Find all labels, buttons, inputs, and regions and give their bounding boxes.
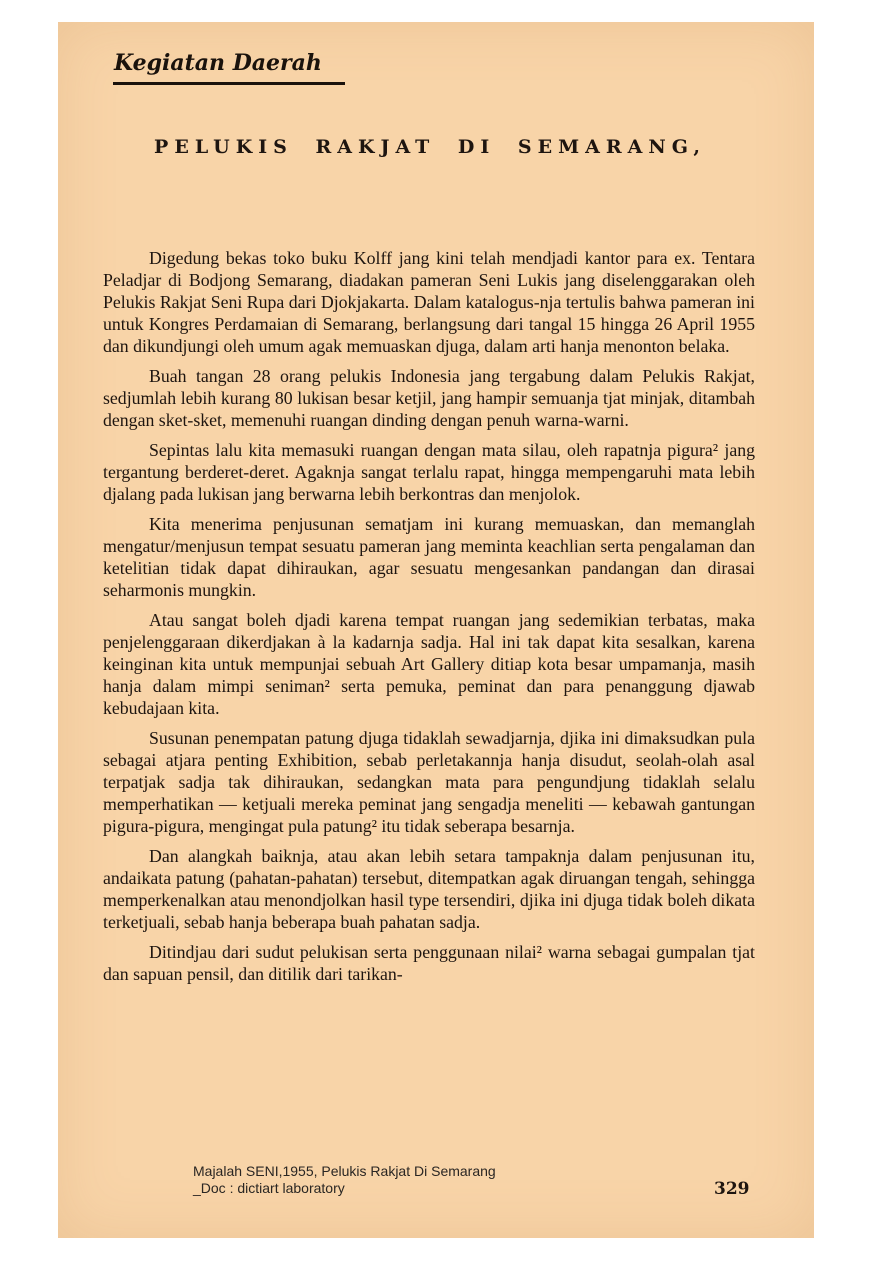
- page-number: 329: [714, 1179, 750, 1199]
- article-body: [103, 247, 755, 985]
- paragraph: Atau sangat boleh djadi karena tempat ruangan jang sedemikian terbatas, maka penjelenggaraan dikerdjakan à la kadarnja sadja. Hal ini tak dapat kita sesalkan, karena keinginan kita untuk mempunjai sebuah Art Gallery ditiap kota besar umpamanja, masih hanja dalam mimpi seniman² serta pemuka, peminat dan para penanggung djawab kebudajaan kita.: [103, 610, 755, 718]
- paragraph: Kita menerima penjusunan sematjam ini kurang memuaskan, dan memanglah mengatur/menjusun tempat sesuatu pameran jang meminta keachlian serta pengalaman dan ketelitian tidak dapat dihiraukan, agar sesuatu mengesankan pandangan dan dirasai seharmonis mungkin.: [103, 514, 755, 600]
- paragraph: Digedung bekas toko buku Kolff jang kini telah mendjadi kantor para ex. Tentara Peladjar di Bodjong Semarang, diadakan pameran Seni Lukis jang diselenggarakan oleh Pelukis Rakjat Seni Rupa dari Djokjakarta. Dalam katalogus-nja tertulis bahwa pameran ini untuk Kongres Perdamaian di Semarang, berlangsung dari tangal 15 hingga 26 April 1955 dan dikundjungi oleh umum agak memuaskan djuga, dalam arti hanja menonton belaka.: [103, 248, 755, 356]
- magazine-page: [58, 22, 814, 1238]
- paragraph: Sepintas lalu kita memasuki ruangan dengan mata silau, oleh rapatnja pigura² jang tergantung berderet-deret. Agaknja sangat terlalu rapat, hingga mempengaruhi mata lebih djalang pada lukisan jang berwarna lebih berkontras dan menjolok.: [103, 440, 755, 504]
- section-underline: [113, 82, 345, 85]
- article-title: PELUKIS RAKJAT DI SEMARANG,: [154, 136, 706, 158]
- paragraph: Ditindjau dari sudut pelukisan serta penggunaan nilai² warna sebagai gumpalan tjat dan sapuan pensil, dan ditilik dari tarikan-: [103, 942, 755, 984]
- paragraph: Buah tangan 28 orang pelukis Indonesia jang tergabung dalam Pelukis Rakjat, sedjumlah lebih kurang 80 lukisan besar ketjil, jang hampir semuanja tjat minjak, ditambah dengan sket-sket, memenuhi ruangan dinding dengan penuh warna-warni.: [103, 366, 755, 430]
- image-caption: [193, 1163, 496, 1197]
- caption-line-source: Majalah SENI,1955, Pelukis Rakjat Di Semarang: [193, 1163, 496, 1179]
- caption-line-doc: _Doc : dictiart laboratory: [193, 1180, 345, 1196]
- section-label: Kegiatan Daerah: [114, 50, 322, 76]
- paragraph: Susunan penempatan patung djuga tidaklah sewadjarnja, djika ini dimaksudkan pula sebagai atjara penting Exhibition, sebab perletakannja hanja disudut, seolah-olah asal terpatjak sadja tak dihiraukan, sedangkan mata para pengundjung tidaklah selalu memperhatikan — ketjuali mereka peminat jang sengadja meneliti — kebawah gantungan pigura-pigura, mengingat pula patung² itu tidak seberapa besarnja.: [103, 728, 755, 836]
- paragraph: Dan alangkah baiknja, atau akan lebih setara tampaknja dalam penjusunan itu, andaikata patung (pahatan-pahatan) tersebut, ditempatkan agak diruangan tengah, sehingga memperkenalkan atau menondjolkan hasil type tersendiri, djika ini djuga tidak boleh dikata terketjuali, sebab hanja beberapa buah pahatan sadja.: [103, 846, 755, 932]
